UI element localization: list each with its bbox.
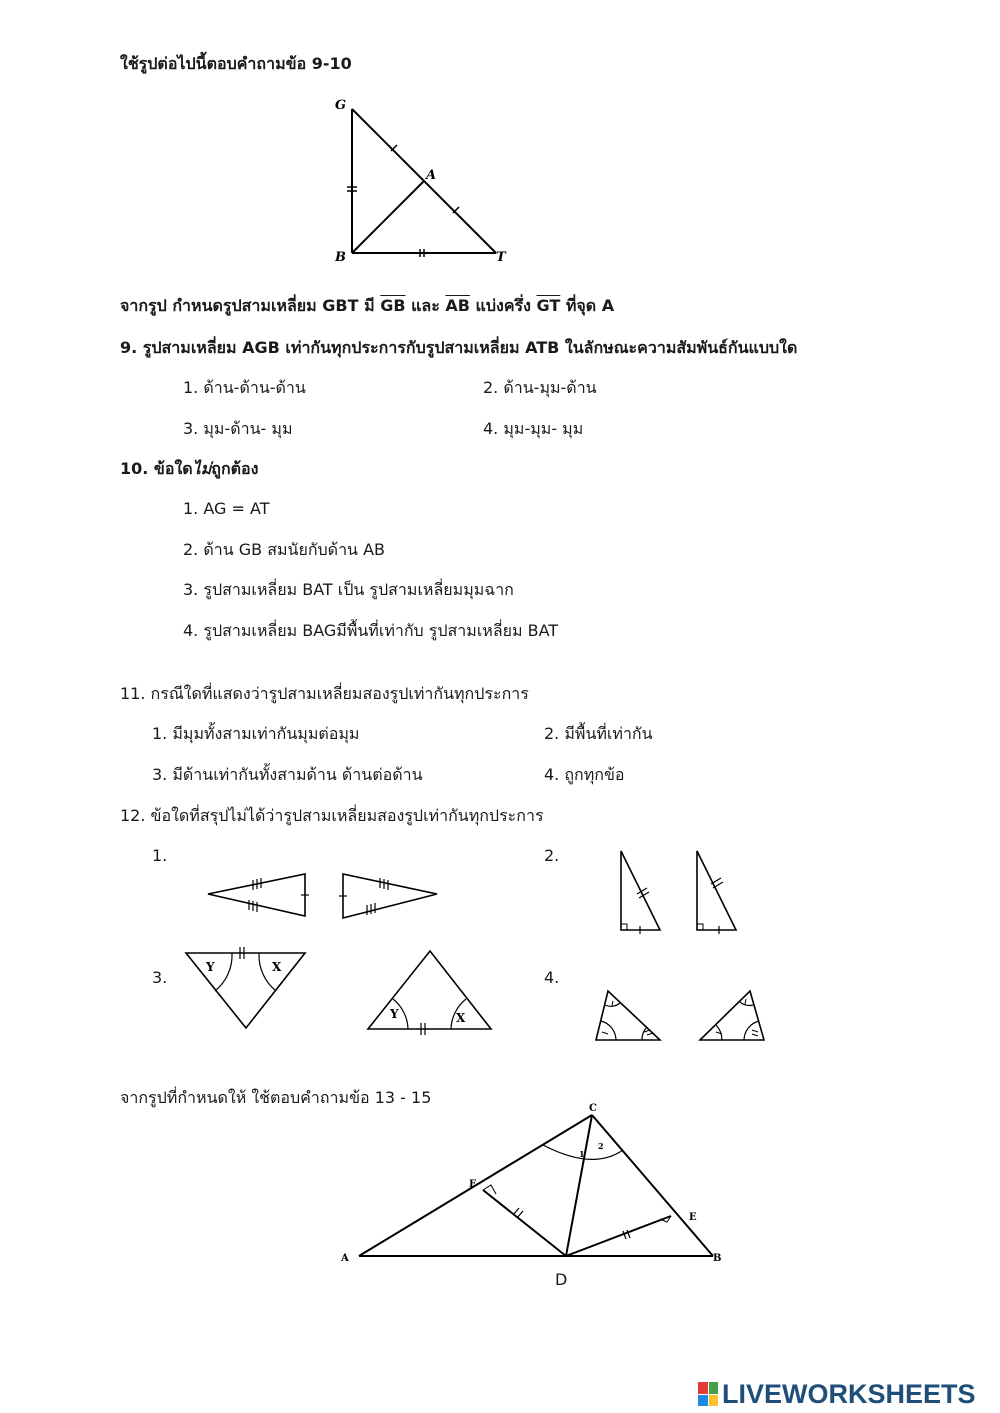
given-p4: ที่จุด A — [560, 296, 615, 315]
q11-option-1[interactable]: 1. มีมุมทั้งสามเท่ากันมุมต่อมุม — [152, 724, 360, 743]
q10-option-2[interactable]: 2. ด้าน GB สมนัยกับด้าน AB — [183, 540, 385, 559]
q12-figure-4 — [592, 988, 772, 1048]
liveworksheets-logo-text: LIVEWORKSHEETS — [722, 1378, 976, 1409]
segment-ab: $\overline{AB}$ — [445, 296, 470, 315]
label-a2: A — [341, 1253, 349, 1264]
given-p2: และ — [405, 296, 446, 315]
angle-y-2: Y — [390, 1007, 399, 1021]
given-p3: แบ่งครึ่ง — [469, 296, 537, 315]
q12-figure-1 — [205, 870, 445, 920]
q12-option-3-number[interactable]: 3. — [152, 968, 168, 987]
intro-9-10: ใช้รูปต่อไปนี้ตอบคำถามข้อ 9-10 — [120, 54, 352, 73]
q11-option-4[interactable]: 4. ถูกทุกข้อ — [544, 765, 625, 784]
q10-option-1[interactable]: 1. AG = AT — [183, 499, 270, 518]
segment-gt: $\overline{GT}$ — [536, 296, 561, 315]
label-t: T — [496, 250, 506, 265]
label-g: G — [335, 98, 347, 113]
angle-x-1: X — [272, 960, 282, 974]
q11-option-3[interactable]: 3. มีด้านเท่ากันทั้งสามด้าน ด้านต่อด้าน — [152, 765, 423, 784]
q10-question — [120, 459, 258, 479]
label-a: A — [426, 168, 437, 183]
figure-triangle-gbt — [330, 95, 530, 275]
angle-x-2: X — [456, 1011, 466, 1025]
q10-option-3[interactable]: 3. รูปสามเหลี่ยม BAT เป็น รูปสามเหลี่ยมมุมฉาก — [183, 580, 514, 599]
label-d: D — [555, 1270, 568, 1289]
q12-question: 12. ข้อใดที่สรุปไม่ได้ว่ารูปสามเหลี่ยมสองรูปเท่ากันทุกประการ — [120, 806, 544, 825]
label-angle-1: 1 — [579, 1149, 585, 1159]
q10-prefix: 10. ข้อใด — [120, 459, 193, 478]
q10-emph: ไม่ — [192, 459, 212, 478]
q11-question: 11. กรณีใดที่แสดงว่ารูปสามเหลี่ยมสองรูปเท่ากันทุกประการ — [120, 684, 529, 703]
q9-option-2[interactable]: 2. ด้าน-มุม-ด้าน — [483, 378, 597, 397]
q12-figure-3 — [182, 945, 502, 1035]
q12-figure-2 — [615, 848, 745, 938]
segment-gb: $\overline{GB}$ — [380, 296, 406, 315]
q11-option-2[interactable]: 2. มีพื้นที่เท่ากัน — [544, 724, 653, 743]
q9-option-1[interactable]: 1. ด้าน-ด้าน-ด้าน — [183, 378, 306, 397]
q10-suffix: ถูกต้อง — [211, 459, 259, 478]
q12-option-2-number[interactable]: 2. — [544, 846, 560, 865]
given-statement — [120, 296, 614, 316]
label-c: C — [589, 1103, 597, 1114]
intro-13-15: จากรูปที่กำหนดให้ ใช้ตอบคำถามข้อ 13 - 15 — [120, 1088, 432, 1107]
q12-option-1-number[interactable]: 1. — [152, 846, 168, 865]
angle-y-1: Y — [206, 960, 215, 974]
given-p1: จากรูป กำหนดรูปสามเหลี่ยม GBT มี — [120, 296, 381, 315]
q9-question: 9. รูปสามเหลี่ยม AGB เท่ากันทุกประการกับรูปสามเหลี่ยม ATB ในลักษณะความสัมพันธ์กันแบบใด — [120, 338, 798, 357]
figure-triangle-abc — [335, 1105, 755, 1295]
liveworksheets-logo — [698, 1380, 976, 1408]
q12-option-4-number[interactable]: 4. — [544, 968, 560, 987]
label-e: E — [689, 1212, 697, 1223]
label-f: F — [469, 1179, 477, 1190]
label-angle-2: 2 — [598, 1141, 604, 1151]
liveworksheets-logo-icon — [698, 1382, 718, 1406]
q10-option-4[interactable]: 4. รูปสามเหลี่ยม BAGมีพื้นที่เท่ากับ รูปสามเหลี่ยม BAT — [183, 621, 559, 640]
q9-option-4[interactable]: 4. มุม-มุม- มุม — [483, 419, 584, 438]
label-b: B — [335, 250, 346, 265]
q9-option-3[interactable]: 3. มุม-ด้าน- มุม — [183, 419, 293, 438]
label-b2: B — [713, 1253, 722, 1264]
